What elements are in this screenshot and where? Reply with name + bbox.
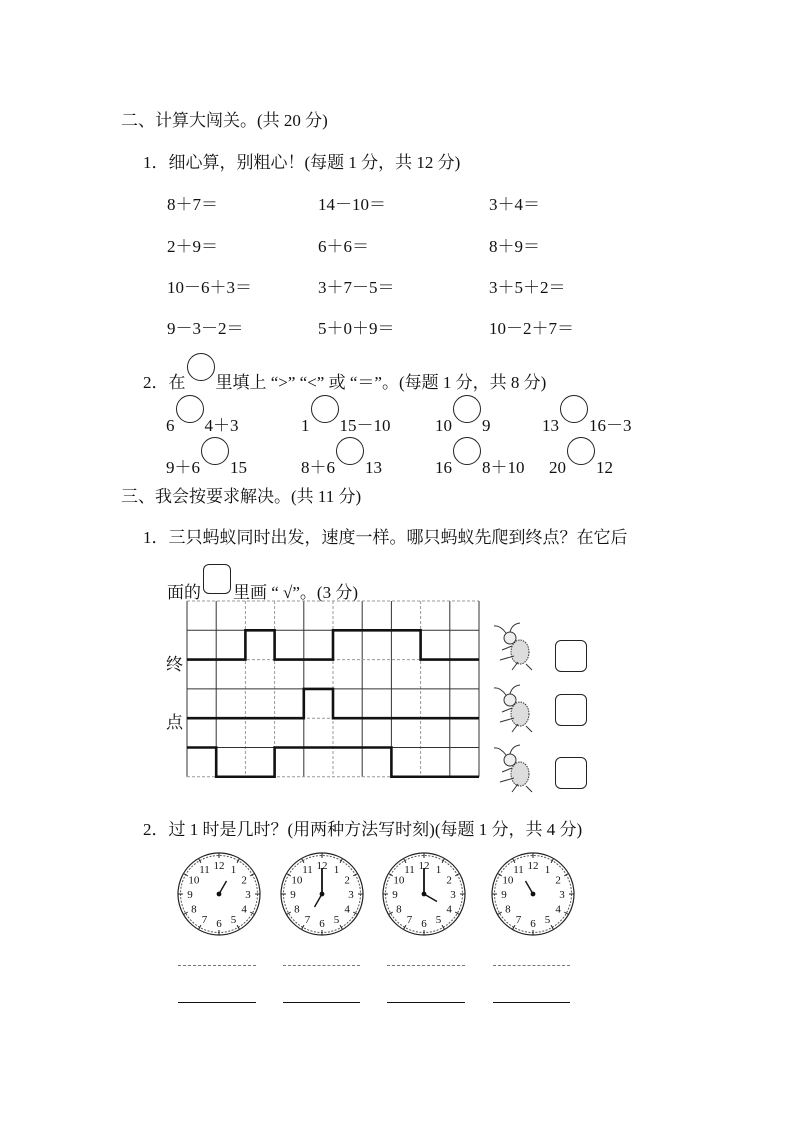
answer-circle[interactable] bbox=[567, 437, 595, 465]
q2-title bbox=[143, 362, 546, 393]
compare-item bbox=[301, 405, 391, 436]
answer-circle[interactable] bbox=[176, 395, 204, 423]
svg-text:3: 3 bbox=[348, 889, 354, 901]
svg-text:11: 11 bbox=[404, 863, 415, 876]
compare-left: 16 bbox=[435, 458, 452, 477]
calc-item: 14－10＝ bbox=[318, 195, 386, 214]
s3q1-line2 bbox=[167, 572, 358, 603]
svg-text:1: 1 bbox=[333, 863, 340, 876]
grid-label-point: 点 bbox=[166, 713, 183, 732]
answer-line-dashed[interactable] bbox=[283, 965, 360, 966]
compare-left: 6 bbox=[166, 416, 175, 435]
compare-left: 9＋6 bbox=[166, 458, 200, 477]
line2-prefix: 面的 bbox=[167, 583, 201, 602]
svg-text:9: 9 bbox=[290, 889, 296, 901]
svg-text:8: 8 bbox=[191, 903, 197, 916]
svg-text:6: 6 bbox=[421, 918, 427, 930]
section3-title: 三、我会按要求解决。(共 11 分) bbox=[121, 487, 362, 506]
ant-path-grid bbox=[186, 600, 480, 778]
answer-circle[interactable] bbox=[453, 395, 481, 423]
calc-item: 3＋5＋2＝ bbox=[489, 278, 566, 297]
compare-item bbox=[166, 405, 239, 436]
calc-item: 9－3－2＝ bbox=[167, 319, 244, 338]
svg-text:10: 10 bbox=[188, 874, 200, 887]
svg-text:8: 8 bbox=[505, 903, 511, 916]
svg-text:12: 12 bbox=[213, 860, 225, 872]
calc-item: 5＋0＋9＝ bbox=[318, 319, 395, 338]
svg-text:12: 12 bbox=[527, 860, 539, 872]
ant-icon bbox=[492, 682, 536, 734]
square-icon bbox=[203, 564, 231, 594]
compare-left: 8＋6 bbox=[301, 458, 335, 477]
compare-right: 12 bbox=[596, 458, 613, 477]
answer-line[interactable] bbox=[283, 1002, 360, 1003]
svg-text:10: 10 bbox=[502, 874, 514, 887]
svg-text:1: 1 bbox=[230, 863, 237, 876]
compare-right: 15－10 bbox=[339, 416, 391, 435]
svg-text:7: 7 bbox=[515, 914, 522, 927]
compare-right: 8＋10 bbox=[482, 458, 525, 477]
svg-text:5: 5 bbox=[333, 914, 340, 927]
calc-item: 2＋9＝ bbox=[167, 237, 218, 256]
compare-left: 20 bbox=[549, 458, 566, 477]
svg-text:9: 9 bbox=[187, 889, 193, 901]
grid-label-end: 终 bbox=[166, 655, 183, 674]
svg-text:4: 4 bbox=[241, 903, 247, 916]
compare-item bbox=[549, 447, 613, 478]
svg-text:3: 3 bbox=[245, 889, 251, 901]
circle-icon bbox=[187, 353, 215, 381]
svg-text:9: 9 bbox=[501, 889, 507, 901]
calc-item: 3＋4＝ bbox=[489, 195, 540, 214]
answer-circle[interactable] bbox=[336, 437, 364, 465]
calc-item: 10－6＋3＝ bbox=[167, 278, 252, 297]
svg-text:6: 6 bbox=[530, 918, 536, 930]
svg-text:7: 7 bbox=[304, 914, 311, 927]
clock-3 bbox=[380, 850, 468, 938]
answer-line[interactable] bbox=[178, 1002, 256, 1003]
compare-right: 9 bbox=[482, 416, 491, 435]
compare-item bbox=[301, 447, 382, 478]
svg-text:11: 11 bbox=[513, 863, 524, 876]
compare-item bbox=[542, 405, 632, 436]
answer-box-ant-1[interactable] bbox=[555, 640, 587, 672]
svg-text:9: 9 bbox=[392, 889, 398, 901]
answer-line[interactable] bbox=[493, 1002, 570, 1003]
svg-text:6: 6 bbox=[216, 918, 222, 930]
svg-text:7: 7 bbox=[201, 914, 208, 927]
compare-item bbox=[166, 447, 247, 478]
q1-title: 1．细心算，别粗心！(每题 1 分，共 12 分) bbox=[143, 153, 461, 172]
svg-text:8: 8 bbox=[294, 903, 300, 916]
answer-line[interactable] bbox=[387, 1002, 465, 1003]
compare-right: 4＋3 bbox=[204, 416, 239, 435]
clock-2 bbox=[278, 850, 366, 938]
answer-circle[interactable] bbox=[201, 437, 229, 465]
svg-text:10: 10 bbox=[291, 874, 303, 887]
svg-text:12: 12 bbox=[316, 860, 328, 872]
answer-circle[interactable] bbox=[453, 437, 481, 465]
ant-icon bbox=[492, 742, 536, 794]
svg-text:5: 5 bbox=[230, 914, 237, 927]
answer-line-dashed[interactable] bbox=[493, 965, 570, 966]
clock-4 bbox=[489, 850, 577, 938]
svg-text:7: 7 bbox=[406, 914, 413, 927]
answer-box-ant-3[interactable] bbox=[555, 757, 587, 789]
answer-line-dashed[interactable] bbox=[178, 965, 256, 966]
section2-title: 二、计算大闯关。(共 20 分) bbox=[121, 111, 328, 130]
svg-text:5: 5 bbox=[544, 914, 551, 927]
svg-text:10: 10 bbox=[393, 874, 405, 887]
svg-text:4: 4 bbox=[446, 903, 452, 916]
calc-item: 6＋6＝ bbox=[318, 237, 369, 256]
s3q2-title: 2．过 1 时是几时？(用两种方法写时刻)(每题 1 分，共 4 分) bbox=[143, 820, 583, 839]
svg-text:2: 2 bbox=[446, 874, 452, 887]
calc-item: 8＋9＝ bbox=[489, 237, 540, 256]
compare-right: 13 bbox=[365, 458, 382, 477]
calc-item: 3＋7－5＝ bbox=[318, 278, 395, 297]
s3q1-line1: 1．三只蚂蚁同时出发，速度一样。哪只蚂蚁先爬到终点？在它后 bbox=[143, 528, 628, 547]
svg-text:3: 3 bbox=[559, 889, 565, 901]
compare-left: 10 bbox=[435, 416, 452, 435]
svg-text:8: 8 bbox=[396, 903, 402, 916]
svg-text:11: 11 bbox=[199, 863, 210, 876]
svg-text:11: 11 bbox=[302, 863, 313, 876]
clock-1 bbox=[175, 850, 263, 938]
q2-prefix: 2．在 bbox=[143, 373, 186, 392]
answer-circle[interactable] bbox=[311, 395, 339, 423]
svg-text:5: 5 bbox=[435, 914, 442, 927]
q2-suffix: 里填上 “>” “<” 或 “＝”。(每题 1 分，共 8 分) bbox=[215, 373, 547, 392]
svg-text:3: 3 bbox=[450, 889, 456, 901]
compare-item bbox=[435, 447, 525, 478]
compare-item bbox=[435, 405, 491, 436]
compare-left: 13 bbox=[542, 416, 559, 435]
answer-box-ant-2[interactable] bbox=[555, 694, 587, 726]
ant-icon bbox=[492, 620, 536, 672]
calc-item: 8＋7＝ bbox=[167, 195, 218, 214]
svg-text:4: 4 bbox=[555, 903, 561, 916]
line2-suffix: 里画 “ √”。(3 分) bbox=[233, 583, 358, 602]
compare-left: 1 bbox=[301, 416, 310, 435]
svg-text:2: 2 bbox=[241, 874, 247, 887]
svg-text:2: 2 bbox=[555, 874, 561, 887]
svg-text:12: 12 bbox=[418, 860, 430, 872]
answer-line-dashed[interactable] bbox=[387, 965, 465, 966]
svg-text:1: 1 bbox=[544, 863, 551, 876]
svg-text:4: 4 bbox=[344, 903, 350, 916]
compare-right: 15 bbox=[230, 458, 247, 477]
svg-text:6: 6 bbox=[319, 918, 325, 930]
compare-right: 16－3 bbox=[589, 416, 632, 435]
calc-item: 10－2＋7＝ bbox=[489, 319, 574, 338]
ant-paths bbox=[187, 630, 479, 777]
svg-text:2: 2 bbox=[344, 874, 350, 887]
answer-circle[interactable] bbox=[560, 395, 588, 423]
svg-text:1: 1 bbox=[435, 863, 442, 876]
